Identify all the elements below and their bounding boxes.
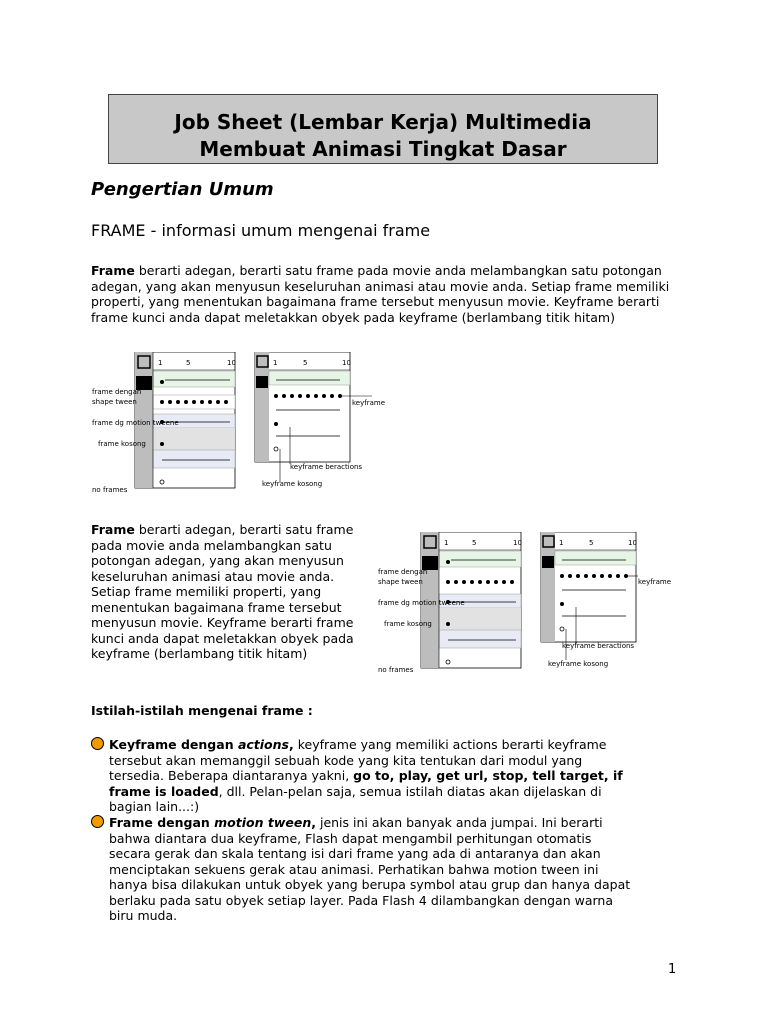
bullet-keyframe-actions: Keyframe dengan actions, keyframe yang memiliki actions berarti keyframe tersebut akan memanggil sebuah kode yang kita tentukan dari modul yang tersedia. Beberapa diantaranya yakni, go to, play, get url, stop, tell target, if frame is loaded, dll. Pelan-pelan saja, semua istilah diatas akan dijelaskan di bagian lain...:) bbox=[91, 737, 631, 815]
svg-text:shape tween: shape tween bbox=[378, 578, 423, 586]
svg-text:shape tween: shape tween bbox=[92, 398, 137, 406]
svg-text:5: 5 bbox=[186, 359, 191, 367]
svg-text:no frames: no frames bbox=[378, 666, 414, 674]
title-line-2: Membuat Animasi Tingkat Dasar bbox=[199, 137, 567, 161]
heading-general: Pengertian Umum bbox=[91, 179, 274, 200]
page-number: 1 bbox=[668, 962, 677, 977]
label-motion-tween: frame dg motion tweene bbox=[92, 419, 179, 427]
label-frame-kosong: frame kosong bbox=[98, 440, 146, 448]
svg-text:keyframe kosong: keyframe kosong bbox=[548, 660, 609, 668]
timeline-diagram-1 bbox=[90, 352, 390, 497]
ruler-1: 1 bbox=[158, 359, 163, 367]
title-box bbox=[108, 94, 658, 164]
paragraph-frame-1 bbox=[91, 263, 681, 325]
timeline-right-2 bbox=[541, 532, 638, 660]
svg-text:frame dengan: frame dengan bbox=[378, 568, 428, 576]
orange-bullet-icon bbox=[91, 815, 104, 828]
frame-bold: Frame bbox=[91, 263, 135, 278]
orange-bullet-icon bbox=[91, 737, 104, 750]
frame-text: berarti adegan, berarti satu frame pada movie anda melambangkan satu potongan adegan, yang akan menyusun keseluruhan animasi atau movie anda. Setiap frame memiliki properti, yang menentukan bagaimana frame tersebut menyusun movie. Keyframe berarti frame kunci anda dapat meletakkan obyek pada keyframe (berlambang titik hitam) bbox=[91, 263, 670, 325]
svg-text:10: 10 bbox=[227, 359, 236, 367]
timeline-diagram-2 bbox=[376, 532, 681, 677]
svg-text:1: 1 bbox=[559, 539, 564, 547]
svg-text:frame dg motion tweene: frame dg motion tweene bbox=[378, 599, 465, 607]
svg-text:5: 5 bbox=[303, 359, 308, 367]
svg-text:keyframe: keyframe bbox=[638, 578, 672, 586]
svg-text:5: 5 bbox=[472, 539, 477, 547]
label-keyframe: keyframe bbox=[352, 399, 386, 407]
label-no-frames: no frames bbox=[92, 486, 128, 494]
svg-text:frame kosong: frame kosong bbox=[384, 620, 432, 628]
svg-text:10: 10 bbox=[513, 539, 522, 547]
title-line-1: Job Sheet (Lembar Kerja) Multimedia bbox=[174, 110, 592, 134]
bullet-motion-tween: Frame dengan motion tween, jenis ini akan banyak anda jumpai. Ini berarti bahwa diantara dua keyframe, Flash dapat mengambil perhitungan otomatis secara gerak dan skala tentang isi dari frame yang ada di antaranya dan akan menciptakan sekuens gerak atau animasi. Perhatikan bahwa motion tween ini hanya bisa dilakukan untuk obyek yang berupa symbol atau grup dan hanya dapat berlaku pada satu obyek setiap layer. Pada Flash 4 dilambangkan dengan warna biru muda. bbox=[91, 815, 631, 924]
heading-frame: FRAME - informasi umum mengenai frame bbox=[91, 221, 431, 240]
istilah-heading: Istilah-istilah mengenai frame : bbox=[91, 703, 313, 718]
svg-text:5: 5 bbox=[589, 539, 594, 547]
svg-text:1: 1 bbox=[444, 539, 449, 547]
svg-text:1: 1 bbox=[273, 359, 278, 367]
svg-text:10: 10 bbox=[628, 539, 637, 547]
frame-text-2: berarti adegan, berarti satu frame pada movie anda melambangkan satu potongan adegan, yang akan menyusun keseluruhan animasi atau movie anda. Setiap frame memiliki properti, yang menentukan bagaimana frame tersebut menyusun movie. Keyframe berarti frame kunci anda dapat meletakkan obyek pada keyframe (berlambang titik hitam) bbox=[91, 522, 354, 661]
frame-bold-2: Frame bbox=[91, 522, 135, 537]
label-shape-tween: frame dengan bbox=[92, 388, 142, 396]
paragraph-frame-2 bbox=[91, 522, 366, 662]
svg-text:keyframe beractions: keyframe beractions bbox=[562, 642, 635, 650]
label-keyframe-kosong: keyframe kosong bbox=[262, 480, 323, 488]
label-keyframe-beractions: keyframe beractions bbox=[290, 463, 363, 471]
svg-text:10: 10 bbox=[342, 359, 351, 367]
